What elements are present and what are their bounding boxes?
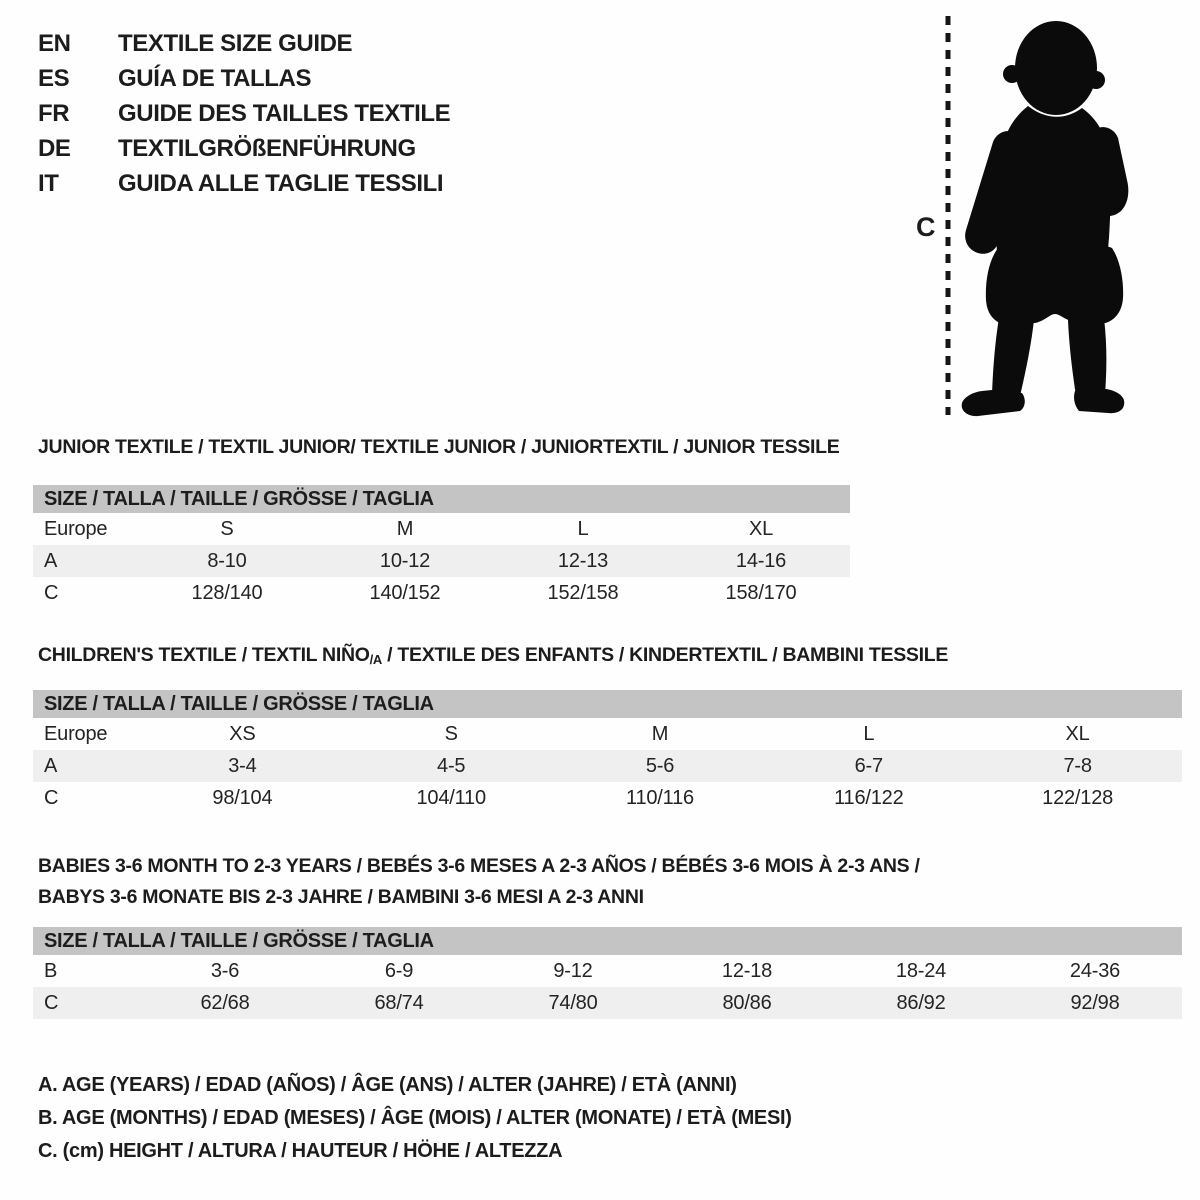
size-cell: 6-7: [854, 754, 883, 777]
junior-table: [33, 485, 850, 609]
size-cell: L: [863, 722, 875, 745]
table-row-a: [33, 545, 850, 577]
size-cell: 98/104: [212, 786, 273, 809]
size-cell: M: [396, 517, 414, 540]
size-cell: M: [651, 722, 669, 745]
size-cell: 12-13: [557, 549, 609, 572]
size-cell: 74/80: [548, 991, 598, 1014]
size-cell: 14-16: [735, 549, 787, 572]
size-cell: 122/128: [1042, 786, 1114, 809]
row-label: A: [44, 754, 58, 777]
size-header: SIZE / TALLA / TAILLE / GRÖSSE / TAGLIA: [33, 690, 1182, 718]
size-cell: L: [577, 517, 589, 540]
size-cell: 110/116: [626, 786, 694, 809]
size-cell: 116/122: [834, 786, 904, 809]
size-cell: 68/74: [374, 991, 424, 1014]
language-label: TEXTILE SIZE GUIDE: [118, 29, 353, 57]
size-cell: 18-24: [895, 959, 947, 982]
table-row-europe: [33, 513, 850, 545]
size-cell: 128/140: [191, 581, 263, 604]
size-cell: 8-10: [207, 549, 247, 572]
size-cell: 9-12: [553, 959, 593, 982]
language-row-fr: [38, 96, 450, 131]
legend-line-a: A. AGE (YEARS) / EDAD (AÑOS) / ÂGE (ANS) / ALTER (JAHRE) / ETÀ (ANNI): [38, 1074, 737, 1096]
size-cell: 80/86: [722, 991, 772, 1014]
language-code: ES: [38, 64, 70, 92]
language-label: TEXTILGRÖßENFÜHRUNG: [118, 134, 416, 162]
babies-title-line2: BABYS 3-6 MONATE BIS 2-3 JAHRE / BAMBINI 3-6 MESI A 2-3 ANNI: [38, 886, 644, 908]
language-code: EN: [38, 29, 71, 57]
size-cell: 152/158: [547, 581, 619, 604]
table-row-b: [33, 955, 1182, 987]
toddler-silhouette-icon: [898, 8, 1160, 422]
size-cell: 92/98: [1070, 991, 1120, 1014]
size-header: SIZE / TALLA / TAILLE / GRÖSSE / TAGLIA: [33, 927, 1182, 955]
babies-title-line1: BABIES 3-6 MONTH TO 2-3 YEARS / BEBÉS 3-6 MESES A 2-3 AÑOS / BÉBÉS 3-6 MOIS À 2-3 ANS /: [38, 855, 920, 877]
row-label: C: [44, 991, 59, 1014]
language-code: FR: [38, 99, 70, 127]
row-label: B: [44, 959, 58, 982]
language-row-es: [38, 61, 450, 96]
row-label: A: [44, 549, 58, 572]
language-code: DE: [38, 134, 71, 162]
children-table: [33, 690, 1182, 814]
legend-line-c: C. (cm) HEIGHT / ALTURA / HAUTEUR / HÖHE / ALTEZZA: [38, 1140, 563, 1162]
babies-table-title: [38, 851, 920, 913]
size-cell: XL: [1065, 722, 1090, 745]
children-title-subscript: /A: [369, 652, 383, 667]
size-cell: 3-6: [210, 959, 240, 982]
junior-table-title: JUNIOR TEXTILE / TEXTIL JUNIOR/ TEXTILE JUNIOR / JUNIORTEXTIL / JUNIOR TESSILE: [38, 436, 840, 458]
language-list: [38, 26, 450, 201]
size-cell: 104/110: [416, 786, 486, 809]
size-cell: 7-8: [1063, 754, 1092, 777]
size-cell: 6-9: [384, 959, 414, 982]
language-row-en: [38, 26, 450, 61]
height-measure-label: C: [916, 212, 936, 242]
babies-table: [33, 927, 1182, 1019]
table-row-c: [33, 782, 1182, 814]
size-cell: S: [220, 517, 234, 540]
language-label: GUÍA DE TALLAS: [118, 64, 312, 92]
size-cell: 86/92: [896, 991, 946, 1014]
size-cell: 24-36: [1069, 959, 1121, 982]
language-row-de: [38, 131, 450, 166]
language-label: GUIDE DES TAILLES TEXTILE: [118, 99, 451, 127]
table-row-a: [33, 750, 1182, 782]
row-label: C: [44, 786, 59, 809]
children-title-prefix: CHILDREN'S TEXTILE / TEXTIL NIÑO: [38, 644, 370, 666]
children-title-suffix: / TEXTILE DES ENFANTS / KINDERTEXTIL / BAMBINI TESSILE: [382, 644, 949, 666]
size-cell: S: [444, 722, 458, 745]
row-label: Europe: [44, 722, 108, 745]
size-cell: 3-4: [228, 754, 257, 777]
size-header: SIZE / TALLA / TAILLE / GRÖSSE / TAGLIA: [33, 485, 850, 513]
table-row-c: [33, 577, 850, 609]
language-code: IT: [38, 169, 59, 197]
size-cell: 12-18: [721, 959, 773, 982]
row-label: C: [44, 581, 59, 604]
measure-legend: [38, 1069, 792, 1168]
size-cell: XL: [748, 517, 774, 540]
size-cell: 4-5: [437, 754, 466, 777]
size-cell: XS: [229, 722, 256, 745]
row-label: Europe: [44, 517, 108, 540]
size-cell: 5-6: [645, 754, 675, 777]
language-row-it: [38, 166, 450, 201]
language-label: GUIDA ALLE TAGLIE TESSILI: [118, 169, 444, 197]
children-table-title: [38, 644, 948, 667]
size-cell: 158/170: [725, 581, 797, 604]
size-cell: 62/68: [200, 991, 250, 1014]
table-row-europe: [33, 718, 1182, 750]
table-row-c: [33, 987, 1182, 1019]
size-cell: 140/152: [369, 581, 441, 604]
legend-line-b: B. AGE (MONTHS) / EDAD (MESES) / ÂGE (MOIS) / ALTER (MONATE) / ETÀ (MESI): [38, 1107, 792, 1129]
size-cell: 10-12: [379, 549, 431, 572]
